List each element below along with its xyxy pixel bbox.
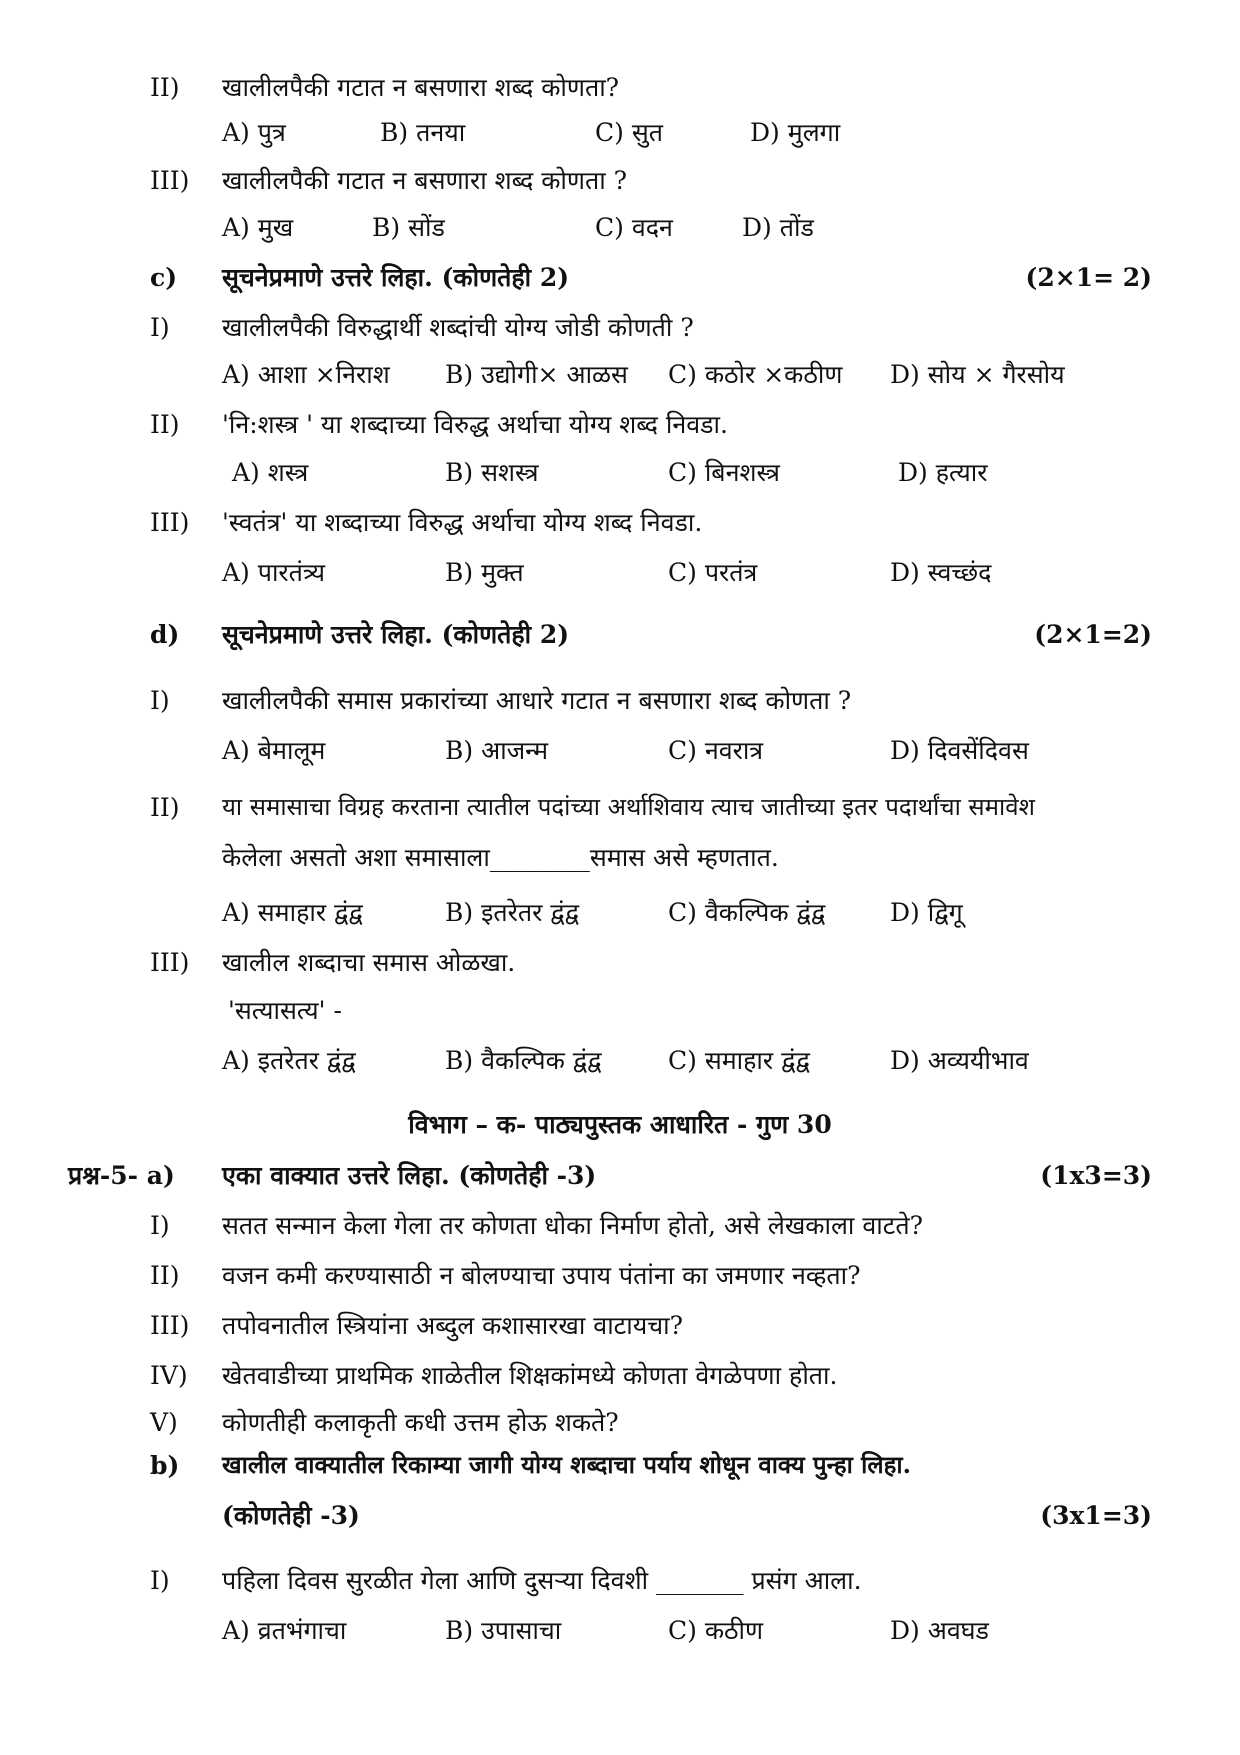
section-marks: (3x1=3)	[1040, 1501, 1152, 1530]
question-number: I)	[150, 313, 170, 342]
option-c: C) समाहार द्वंद्व	[668, 1046, 810, 1075]
option-d: D) स्वच्छंद	[890, 558, 992, 587]
section-heading: खालील वाक्यातील रिकाम्या जागी योग्य शब्दाचा पर्याय शोधून वाक्य पुन्हा लिहा.	[222, 1450, 911, 1479]
section-label: d)	[150, 620, 180, 649]
question-number: II)	[150, 73, 180, 102]
option-c: C) बिनशस्त्र	[668, 458, 780, 487]
section-heading: सूचनेप्रमाणे उत्तरे लिहा. (कोणतेही 2)	[222, 620, 570, 649]
question-text: खालीलपैकी विरुद्धार्थी शब्दांची योग्य जोडी कोणती ?	[222, 313, 694, 342]
option-a: A) पुत्र	[222, 118, 286, 147]
question-text: खेतवाडीच्या प्राथमिक शाळेतील शिक्षकांमध्ये कोणता वेगळेपणा होता.	[222, 1361, 838, 1390]
option-b: B) आजन्म	[445, 736, 549, 765]
question-text: 'नि:शस्त्र ' या शब्दाच्या विरुद्ध अर्थाचा योग्य शब्द निवडा.	[222, 410, 728, 439]
option-d: D) सोय × गैरसोय	[890, 360, 1065, 389]
section-marks: (2×1= 2)	[1025, 263, 1152, 292]
option-a: A) बेमालूम	[222, 736, 326, 765]
option-c: C) कठीण	[668, 1616, 764, 1645]
option-b: B) तनया	[380, 118, 466, 147]
question-text: सतत सन्मान केला गेला तर कोणता धोका निर्माण होतो, असे लेखकाला वाटते?	[222, 1211, 923, 1240]
option-c: C) नवरात्र	[668, 736, 764, 765]
section-label: c)	[150, 263, 178, 292]
option-b: B) उपासाचा	[445, 1616, 562, 1645]
question-label: प्रश्न-5- a)	[68, 1161, 175, 1190]
question-text: वजन कमी करण्यासाठी न बोलण्याचा उपाय पंतांना का जमणार नव्हता?	[222, 1261, 861, 1290]
option-b: B) उद्योगी× आळस	[445, 360, 628, 389]
option-d: D) मुलगा	[750, 118, 841, 147]
question-text: कोणतीही कलाकृती कधी उत्तम होऊ शकते?	[222, 1408, 619, 1437]
question-text: खालील शब्दाचा समास ओळखा.	[222, 948, 516, 977]
question-number: III)	[150, 508, 190, 537]
question-number: III)	[150, 166, 190, 195]
section-heading-continued: (कोणतेही -3)	[222, 1501, 360, 1530]
option-c: C) परतंत्र	[668, 558, 758, 587]
option-a: A) आशा ×निराश	[222, 360, 390, 389]
question-word: 'सत्यासत्य' -	[228, 996, 342, 1025]
option-b: B) वैकल्पिक द्वंद्व	[445, 1046, 602, 1075]
option-b: B) सोंड	[372, 213, 445, 242]
question-number: II)	[150, 410, 180, 439]
option-a: A) शस्त्र	[232, 458, 309, 487]
option-a: A) व्रतभंगाचा	[222, 1616, 347, 1645]
question-number: IV)	[150, 1361, 188, 1390]
question-text: पहिला दिवस सुरळीत गेला आणि दुसऱ्या दिवशी _______ प्रसंग आला.	[222, 1566, 862, 1595]
question-text: खालीलपैकी गटात न बसणारा शब्द कोणता ?	[222, 166, 628, 195]
option-a: A) पारतंत्र्य	[222, 558, 325, 587]
question-number: I)	[150, 686, 170, 715]
option-d: D) दिवसेंदिवस	[890, 736, 1029, 765]
option-c: C) वैकल्पिक द्वंद्व	[668, 898, 826, 927]
question-text: खालीलपैकी गटात न बसणारा शब्द कोणता?	[222, 73, 620, 102]
section-heading: एका वाक्यात उत्तरे लिहा. (कोणतेही -3)	[222, 1161, 597, 1190]
question-text: 'स्वतंत्र' या शब्दाच्या विरुद्ध अर्थाचा योग्य शब्द निवडा.	[222, 508, 703, 537]
question-number: I)	[150, 1211, 170, 1240]
option-c: C) कठोर ×कठीण	[668, 360, 843, 389]
option-d: D) अव्ययीभाव	[890, 1046, 1029, 1075]
question-number: I)	[150, 1566, 170, 1595]
option-a: A) मुख	[222, 213, 294, 242]
question-number: II)	[150, 793, 180, 822]
option-c: C) वदन	[595, 213, 673, 242]
section-marks: (2×1=2)	[1034, 620, 1152, 649]
section-heading: सूचनेप्रमाणे उत्तरे लिहा. (कोणतेही 2)	[222, 263, 570, 292]
question-text: तपोवनातील स्त्रियांना अब्दुल कशासारखा वाटायचा?	[222, 1311, 683, 1340]
question-text: या समासाचा विग्रह करताना त्यातील पदांच्या अर्थाशिवाय त्याच जातीच्या इतर पदार्थांचा समावेश	[222, 793, 1035, 821]
question-number: II)	[150, 1261, 180, 1290]
question-number: III)	[150, 948, 190, 977]
division-heading: विभाग – क- पाठ्यपुस्तक आधारित - गुण 30	[408, 1110, 832, 1139]
option-d: D) तोंड	[742, 213, 814, 242]
option-a: A) इतरेतर द्वंद्व	[222, 1046, 356, 1075]
option-d: D) हत्यार	[898, 458, 988, 487]
question-number: V)	[150, 1408, 178, 1437]
option-c: C) सुत	[595, 118, 663, 147]
option-b: B) सशस्त्र	[445, 458, 539, 487]
option-d: D) द्विगू	[890, 898, 963, 927]
option-d: D) अवघड	[890, 1616, 989, 1645]
section-label: b)	[150, 1451, 180, 1480]
section-marks: (1x3=3)	[1040, 1161, 1152, 1190]
question-number: III)	[150, 1311, 190, 1340]
question-text: खालीलपैकी समास प्रकारांच्या आधारे गटात न बसणारा शब्द कोणता ?	[222, 686, 852, 715]
question-text-continued: केलेला असतो अशा समासाला________समास असे म्हणतात.	[222, 843, 779, 872]
option-b: B) मुक्त	[445, 558, 524, 587]
option-b: B) इतरेतर द्वंद्व	[445, 898, 579, 927]
option-a: A) समाहार द्वंद्व	[222, 898, 363, 927]
